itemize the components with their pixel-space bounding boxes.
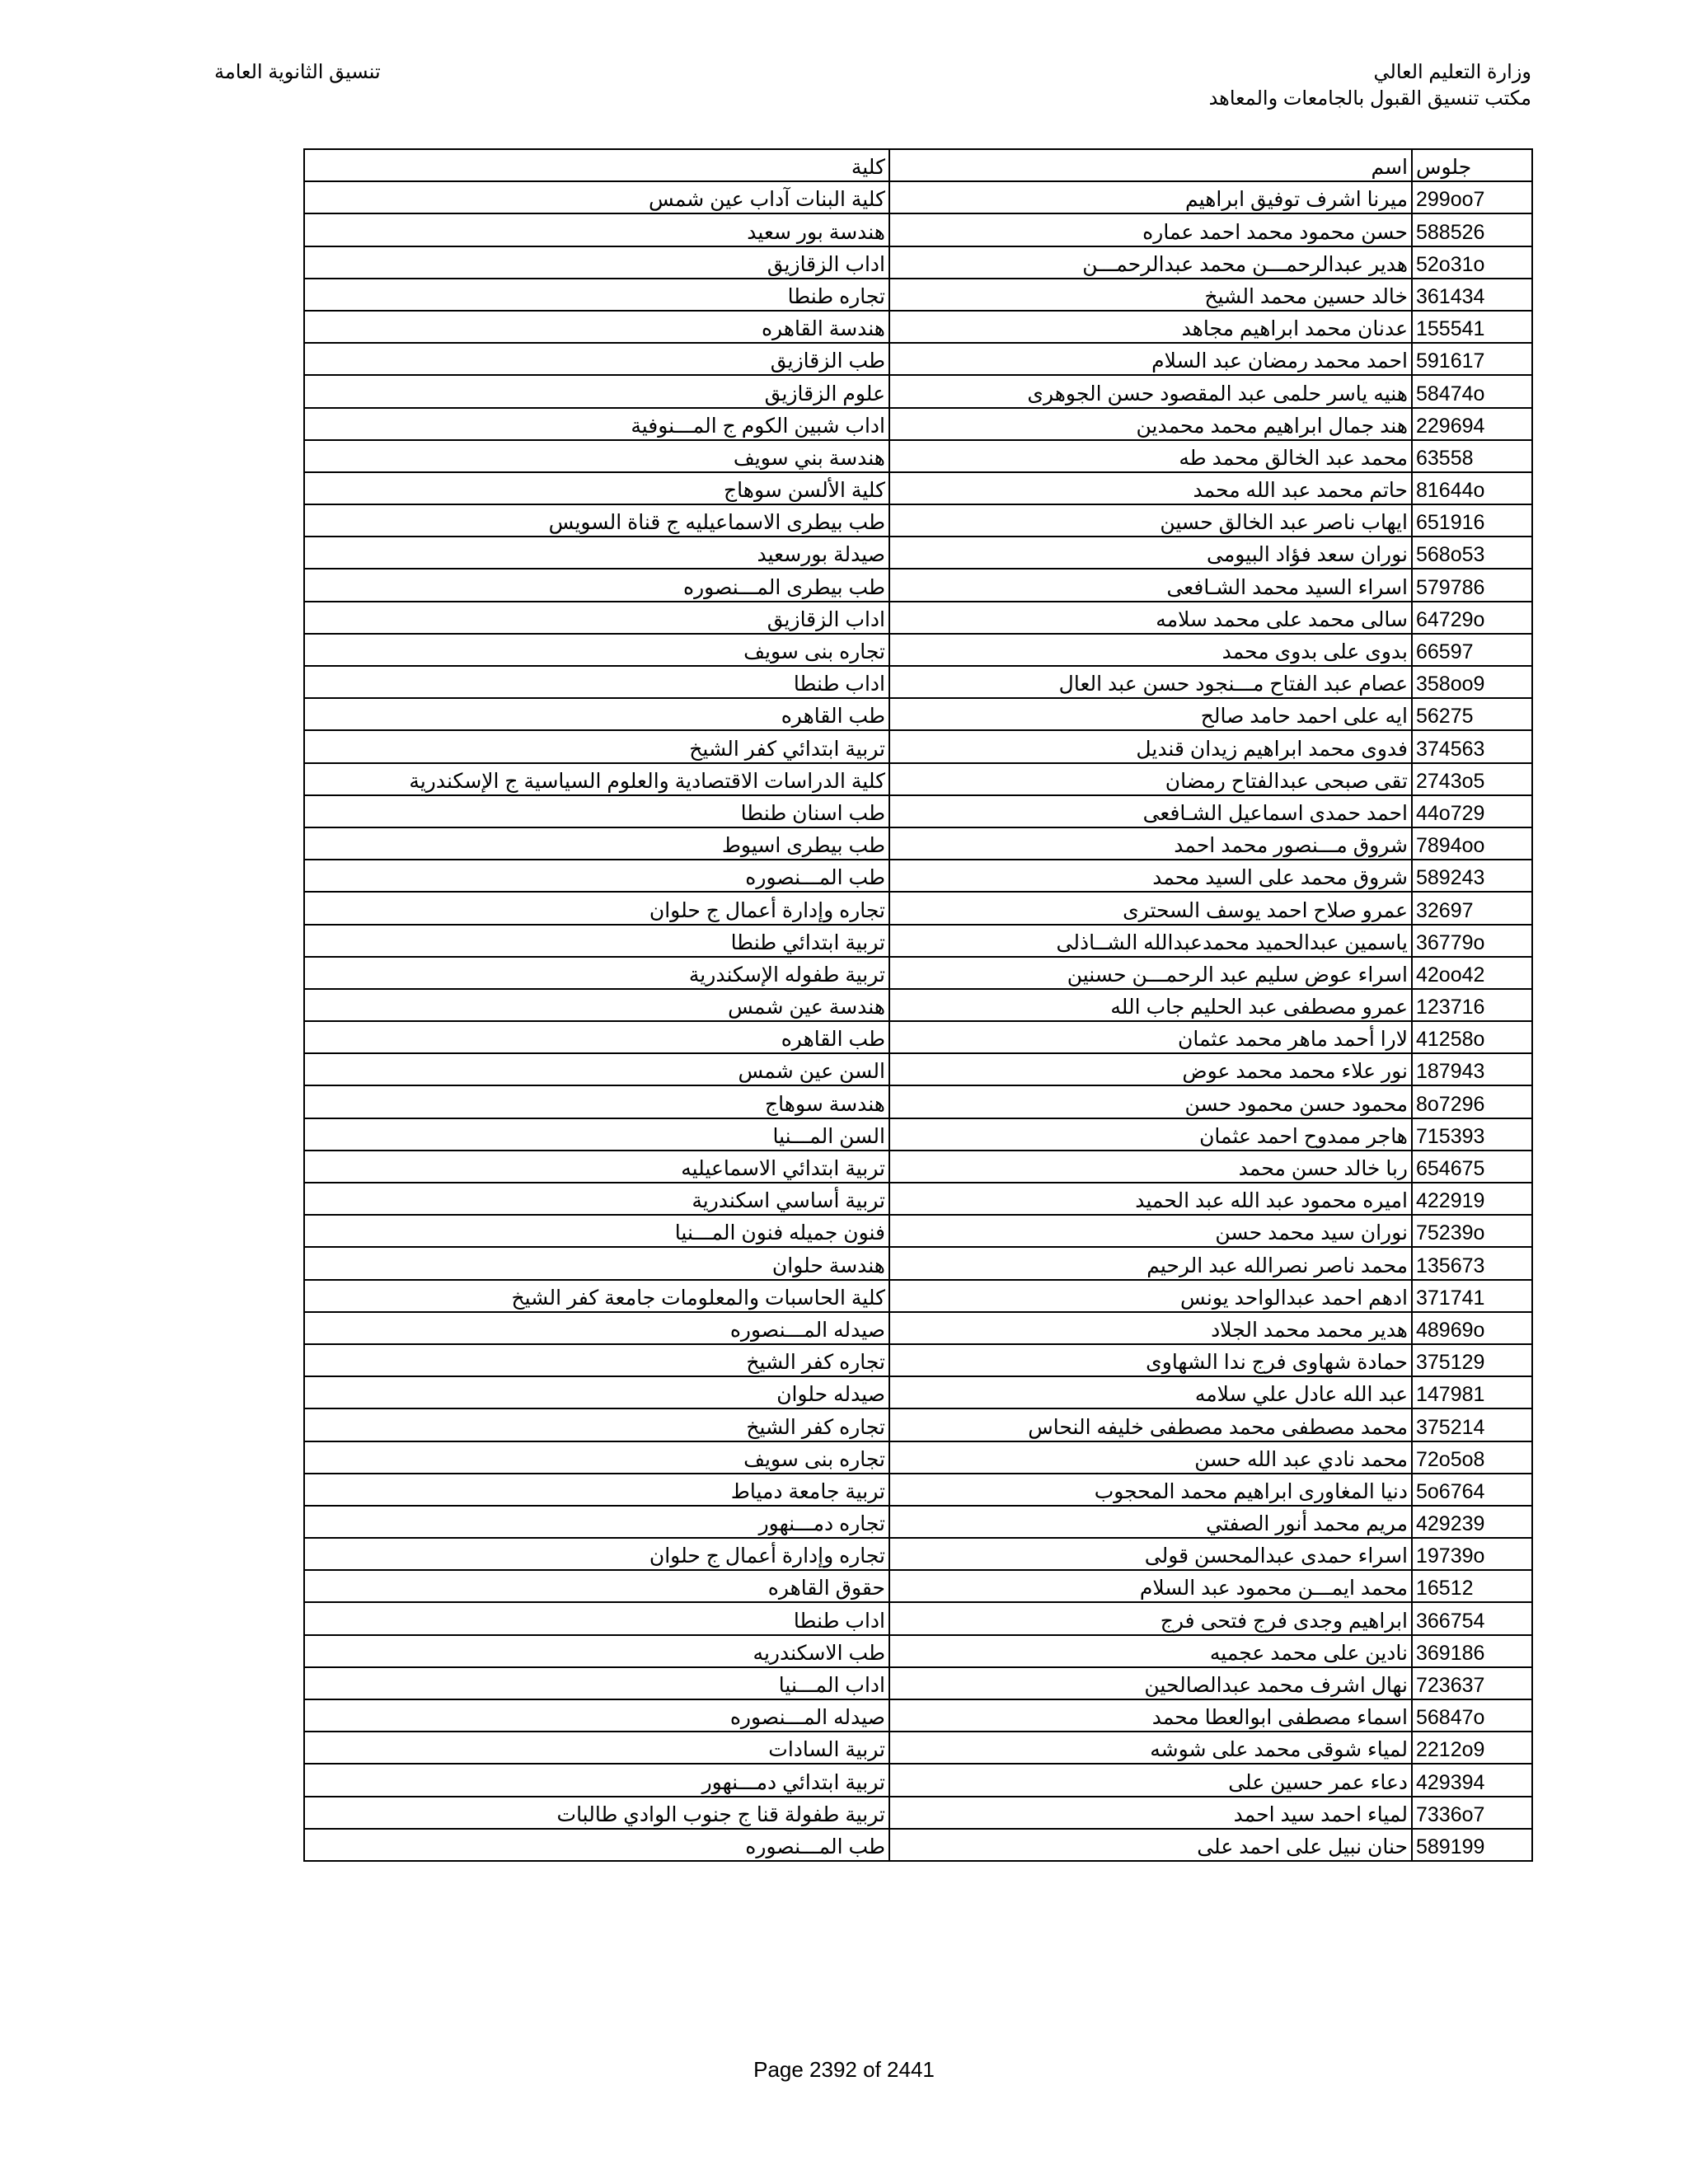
students-table [303,148,1533,1862]
seat-number-cell: 135673 [1412,1247,1532,1279]
student-name-cell: اسراء السيد محمد الشـافعى [889,569,1412,601]
college-cell: صيدله حلوان [304,1376,889,1408]
table-row [304,602,1532,634]
student-name-cell: شروق محمد على السيد محمد [889,860,1412,892]
table-row [304,181,1532,213]
college-cell: السن عين شمس [304,1053,889,1085]
college-cell: تجاره كفر الشيخ [304,1408,889,1441]
student-name-cell: عدنان محمد ابراهيم مجاهد [889,311,1412,343]
seat-number-cell: 56847o [1412,1699,1532,1732]
seat-number-cell: 52o31o [1412,246,1532,279]
seat-number-cell: 48969o [1412,1312,1532,1344]
table-row [304,213,1532,246]
seat-number-cell: 5o6764 [1412,1474,1532,1506]
table-row [304,666,1532,698]
table-row [304,1732,1532,1764]
student-name-cell: ادهم احمد عبدالواحد يونس [889,1280,1412,1312]
student-name-cell: احمد حمدى اسماعيل الشـافعى [889,795,1412,827]
table-row [304,1474,1532,1506]
table-row [304,343,1532,375]
student-name-cell: دنيا المغاورى ابراهيم محمد المحجوب [889,1474,1412,1506]
seat-number-cell: 2743o5 [1412,763,1532,795]
table-row [304,440,1532,472]
student-name-cell: عمرو مصطفى عبد الحليم جاب الله [889,989,1412,1021]
student-name-cell: ابراهيم وجدى فرج فتحى فرج [889,1602,1412,1634]
student-name-cell: ياسمين عبدالحميد محمدعبدالله الشــاذلى [889,925,1412,957]
student-name-cell: هدير عبدالرحمـــن محمد عبدالرحمـــن [889,246,1412,279]
student-name-cell: مريم محمد أنور الصفتي [889,1506,1412,1538]
seat-number-cell: 375129 [1412,1344,1532,1376]
student-name-cell: هاجر ممدوح احمد عثمان [889,1118,1412,1151]
college-cell: طب اسنان طنطا [304,795,889,827]
college-cell: اداب الزقازيق [304,602,889,634]
student-name-cell: هند جمال ابراهيم محمد محمدين [889,408,1412,440]
table-row [304,504,1532,537]
seat-number-cell: 155541 [1412,311,1532,343]
table-row [304,1408,1532,1441]
seat-number-cell: 723637 [1412,1667,1532,1699]
seat-number-cell: 123716 [1412,989,1532,1021]
college-cell: صيدلة بورسعيد [304,537,889,569]
table-row [304,634,1532,666]
table-row [304,1247,1532,1279]
college-cell: تجاره كفر الشيخ [304,1344,889,1376]
college-cell: طب الاسكندريه [304,1635,889,1667]
table-row [304,989,1532,1021]
table-row [304,1053,1532,1085]
college-cell: هندسة سوهاج [304,1085,889,1118]
seat-number-cell: 2212o9 [1412,1732,1532,1764]
student-name-cell: اميره محمود عبد الله عبد الحميد [889,1183,1412,1215]
seat-number-cell: 32697 [1412,892,1532,924]
student-name-cell: لمياء احمد سيد احمد [889,1797,1412,1829]
student-name-cell: ربا خالد حسن محمد [889,1151,1412,1183]
student-name-cell: سالى محمد على محمد سلامه [889,602,1412,634]
seat-number-cell: 299oo7 [1412,181,1532,213]
seat-number-cell: 75239o [1412,1215,1532,1247]
table-row [304,1151,1532,1183]
student-name-cell: احمد محمد رمضان عبد السلام [889,343,1412,375]
table-row [304,698,1532,730]
student-name-cell: تقى صبحى عبدالفتاح رمضان [889,763,1412,795]
seat-number-cell: 715393 [1412,1118,1532,1151]
college-cell: طب القاهره [304,698,889,730]
table-row [304,1538,1532,1570]
table-row [304,957,1532,989]
column-header-name: اسم [889,149,1412,181]
college-cell: صيدله المـــنصوره [304,1699,889,1732]
seat-number-cell: 66597 [1412,634,1532,666]
student-name-cell: محمد ناصر نصرالله عبد الرحيم [889,1247,1412,1279]
seat-number-cell: 588526 [1412,213,1532,246]
college-cell: طب الزقازيق [304,343,889,375]
student-name-cell: شروق مـــنصور محمد احمد [889,827,1412,860]
college-cell: طب المـــنصوره [304,1829,889,1861]
college-cell: تربية ابتدائي كفر الشيخ [304,730,889,762]
student-name-cell: اسراء عوض سليم عبد الرحمـــن حسنين [889,957,1412,989]
college-cell: تربية جامعة دمياط [304,1474,889,1506]
college-cell: تجاره وإدارة أعمال ج حلوان [304,1538,889,1570]
student-name-cell: حاتم محمد عبد الله محمد [889,472,1412,504]
college-cell: صيدله المـــنصوره [304,1312,889,1344]
table-row [304,537,1532,569]
student-name-cell: هنيه ياسر حلمى عبد المقصود حسن الجوهرى [889,375,1412,407]
college-cell: تجاره بنى سويف [304,634,889,666]
seat-number-cell: 366754 [1412,1602,1532,1634]
college-cell: اداب طنطا [304,666,889,698]
table-row [304,1441,1532,1474]
seat-number-cell: 56275 [1412,698,1532,730]
student-name-cell: نادين على محمد عجميه [889,1635,1412,1667]
table-row [304,1635,1532,1667]
seat-number-cell: 361434 [1412,279,1532,311]
student-name-cell: بدوى على بدوى محمد [889,634,1412,666]
student-name-cell: فدوى محمد ابراهيم زيدان قنديل [889,730,1412,762]
table-row [304,1797,1532,1829]
student-name-cell: خالد حسين محمد الشيخ [889,279,1412,311]
college-cell: كلية الألسن سوهاج [304,472,889,504]
college-cell: تربية طفوله الإسكندرية [304,957,889,989]
student-name-cell: محمد مصطفى محمد مصطفى خليفه النحاس [889,1408,1412,1441]
table-row [304,408,1532,440]
table-row [304,246,1532,279]
student-name-cell: ايهاب ناصر عبد الخالق حسين [889,504,1412,537]
seat-number-cell: 19739o [1412,1538,1532,1570]
college-cell: تربية ابتدائي طنطا [304,925,889,957]
college-cell: تجاره طنطا [304,279,889,311]
table-row [304,730,1532,762]
seat-number-cell: 589199 [1412,1829,1532,1861]
seat-number-cell: 64729o [1412,602,1532,634]
header-ministry [1209,59,1531,112]
seat-number-cell: 7336o7 [1412,1797,1532,1829]
table-row [304,1183,1532,1215]
table-row [304,827,1532,860]
seat-number-cell: 429394 [1412,1764,1532,1796]
table-row [304,375,1532,407]
table-row [304,1506,1532,1538]
seat-number-cell: 58474o [1412,375,1532,407]
seat-number-cell: 81644o [1412,472,1532,504]
table-row [304,311,1532,343]
table-row [304,892,1532,924]
college-cell: تجاره بنى سويف [304,1441,889,1474]
student-name-cell: اسماء مصطفى ابوالعطا محمد [889,1699,1412,1732]
student-name-cell: لمياء شوقى محمد على شوشه [889,1732,1412,1764]
seat-number-cell: 591617 [1412,343,1532,375]
table-row [304,1085,1532,1118]
college-cell: هندسة بني سويف [304,440,889,472]
student-name-cell: نهال اشرف محمد عبدالصالحين [889,1667,1412,1699]
student-name-cell: حنان نبيل على احمد على [889,1829,1412,1861]
college-cell: طب المـــنصوره [304,860,889,892]
table-row [304,1699,1532,1732]
table-row [304,763,1532,795]
table-row [304,1667,1532,1699]
seat-number-cell: 358oo9 [1412,666,1532,698]
seat-number-cell: 651916 [1412,504,1532,537]
column-header-college: كلية [304,149,889,181]
student-name-cell: ميرنا اشرف توفيق ابراهيم [889,181,1412,213]
college-cell: تربية ابتدائي الاسماعيليه [304,1151,889,1183]
table-row [304,860,1532,892]
student-name-cell: محمود حسن محمود حسن [889,1085,1412,1118]
college-cell: طب بيطرى الاسماعيليه ج قناة السويس [304,504,889,537]
table-row [304,1312,1532,1344]
student-name-cell: عصام عبد الفتاح مـــنجود حسن عبد العال [889,666,1412,698]
seat-number-cell: 42oo42 [1412,957,1532,989]
seat-number-cell: 41258o [1412,1021,1532,1053]
seat-number-cell: 369186 [1412,1635,1532,1667]
college-cell: اداب المـــنيا [304,1667,889,1699]
college-cell: طب بيطرى المـــنصوره [304,569,889,601]
college-cell: علوم الزقازيق [304,375,889,407]
table-row [304,569,1532,601]
page-number: Page 2392 of 2441 [753,2057,935,2082]
college-cell: حقوق القاهره [304,1570,889,1602]
seat-number-cell: 371741 [1412,1280,1532,1312]
table-row [304,1602,1532,1634]
table-row [304,795,1532,827]
table-row [304,1280,1532,1312]
seat-number-cell: 72o5o8 [1412,1441,1532,1474]
table-header-row [304,149,1532,181]
student-name-cell: ايه على احمد حامد صالح [889,698,1412,730]
student-name-cell: عمرو صلاح احمد يوسف السحترى [889,892,1412,924]
college-cell: كلية البنات آداب عين شمس [304,181,889,213]
seat-number-cell: 63558 [1412,440,1532,472]
student-name-cell: نوران سيد محمد حسن [889,1215,1412,1247]
table-row [304,1021,1532,1053]
table-row [304,1764,1532,1796]
student-name-cell: نور علاء محمد محمد عوض [889,1053,1412,1085]
table-row [304,472,1532,504]
seat-number-cell: 654675 [1412,1151,1532,1183]
college-cell: تربية طفولة قنا ج جنوب الوادي طالبات [304,1797,889,1829]
student-name-cell: اسراء حمدى عبدالمحسن قولى [889,1538,1412,1570]
college-cell: هندسة بور سعيد [304,213,889,246]
student-name-cell: دعاء عمر حسين على [889,1764,1412,1796]
table-row [304,1829,1532,1861]
college-cell: اداب طنطا [304,1602,889,1634]
seat-number-cell: 147981 [1412,1376,1532,1408]
table-row [304,1118,1532,1151]
seat-number-cell: 422919 [1412,1183,1532,1215]
seat-number-cell: 568o53 [1412,537,1532,569]
college-cell: تربية ابتدائي دمـــنهور [304,1764,889,1796]
seat-number-cell: 229694 [1412,408,1532,440]
seat-number-cell: 7894oo [1412,827,1532,860]
table-row [304,1344,1532,1376]
seat-number-cell: 589243 [1412,860,1532,892]
table-row [304,1376,1532,1408]
table-row [304,279,1532,311]
seat-number-cell: 44o729 [1412,795,1532,827]
student-name-cell: هدير محمد محمد الجلاد [889,1312,1412,1344]
column-header-seat: جلوس [1412,149,1532,181]
student-name-cell: لارا أحمد ماهر محمد عثمان [889,1021,1412,1053]
seat-number-cell: 579786 [1412,569,1532,601]
seat-number-cell: 187943 [1412,1053,1532,1085]
seat-number-cell: 374563 [1412,730,1532,762]
college-cell: السن المـــنيا [304,1118,889,1151]
header-title: تنسيق الثانوية العامة [214,61,381,83]
college-cell: اداب شبين الكوم ج المـــنوفية [304,408,889,440]
table-row [304,1215,1532,1247]
table-row [304,925,1532,957]
ministry-name: وزارة التعليم العالي [1373,61,1531,83]
seat-number-cell: 429239 [1412,1506,1532,1538]
seat-number-cell: 8o7296 [1412,1085,1532,1118]
seat-number-cell: 375214 [1412,1408,1532,1441]
college-cell: كلية الحاسبات والمعلومات جامعة كفر الشيخ [304,1280,889,1312]
seat-number-cell: 36779o [1412,925,1532,957]
office-name: مكتب تنسيق القبول بالجامعات والمعاهد [1208,87,1531,110]
student-name-cell: عبد الله عادل علي سلامه [889,1376,1412,1408]
college-cell: اداب الزقازيق [304,246,889,279]
college-cell: كلية الدراسات الاقتصادية والعلوم السياسية ج الإسكندرية [304,763,889,795]
table-row [304,1570,1532,1602]
student-name-cell: محمد ايمـــن محمود عبد السلام [889,1570,1412,1602]
seat-number-cell: 16512 [1412,1570,1532,1602]
student-name-cell: حسن محمود محمد احمد عماره [889,213,1412,246]
college-cell: هندسة عين شمس [304,989,889,1021]
college-cell: فنون جميله فنون المـــنيا [304,1215,889,1247]
student-name-cell: محمد عبد الخالق محمد طه [889,440,1412,472]
college-cell: هندسة حلوان [304,1247,889,1279]
student-name-cell: نوران سعد فؤاد البيومى [889,537,1412,569]
college-cell: هندسة القاهره [304,311,889,343]
student-name-cell: حمادة شهاوى فرج ندا الشهاوى [889,1344,1412,1376]
college-cell: تجاره وإدارة أعمال ج حلوان [304,892,889,924]
college-cell: طب بيطرى اسيوط [304,827,889,860]
college-cell: تربية أساسي اسكندرية [304,1183,889,1215]
college-cell: طب القاهره [304,1021,889,1053]
college-cell: تجاره دمـــنهور [304,1506,889,1538]
student-name-cell: محمد نادي عبد الله حسن [889,1441,1412,1474]
college-cell: تربية السادات [304,1732,889,1764]
